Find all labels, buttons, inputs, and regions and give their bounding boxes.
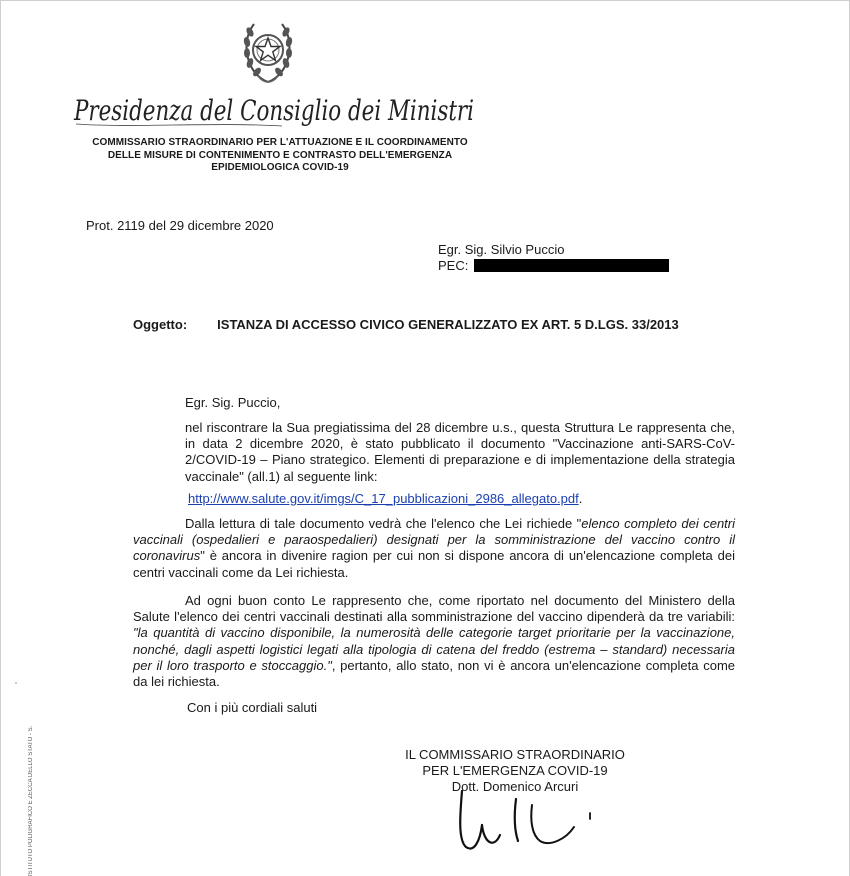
closing-greeting: Con i più cordiali saluti (187, 700, 318, 715)
page-border-top (0, 0, 850, 1)
institution-title (72, 86, 492, 132)
paragraph-1-body: nel riscontrare la Sua pregiatissima del 28 dicembre u.s., questa Struttura Le rappresenta che, in data 2 dicembre 2020, è stato pubblicato il documento "Vaccinazione anti-SARS-CoV-2/COVID-19 – Piano strategico. Elementi di preparazione e di implementazione della strategia vaccinale" (all.1) al seguente link: (185, 420, 735, 484)
signatory-name: Dott. Domenico Arcuri (451, 779, 579, 795)
subject-line (133, 317, 679, 332)
subject-value: ISTANZA DI ACCESSO CIVICO GENERALIZZATO EX ART. 5 D.LGS. 33/2013 (217, 317, 679, 332)
paragraph-2-after: " è ancora in divenire ragion per cui non si dispone ancora di un'elencazione completa dei centri vaccinali come da Lei richiesta. (133, 548, 735, 580)
recipient-pec (438, 258, 669, 274)
paragraph-3-before: Ad ogni buon conto Le rappresento che, come riportato nel documento del Ministero della Salute l'elenco dei centri vaccinali destinati alla somministrazione del vaccino dipenderà da tre variabili: (133, 593, 735, 625)
pec-label: PEC: (438, 258, 469, 273)
institution-title-text: Presidenza del Consiglio dei Ministri (73, 94, 475, 127)
office-line-2: DELLE MISURE DI CONTENIMENTO E CONTRASTO DELL'EMERGENZA (107, 149, 453, 161)
recipient-name: Egr. Sig. Silvio Puccio (438, 242, 565, 257)
paragraph-1 (133, 420, 735, 485)
handwritten-signature-icon (440, 785, 600, 865)
paragraph-2-quote: elenco completo dei centri vaccinali (ospedalieri e paraospedalieri) designati per la somministrazione del vaccino contro il coronavirus (133, 516, 735, 564)
document-link[interactable] (188, 491, 582, 506)
office-heading (80, 137, 480, 175)
link-period: . (578, 491, 583, 506)
paragraph-2-before: Dalla lettura di tale documento vedrà che l'elenco che Lei richiede " (185, 516, 582, 531)
protocol-number: Prot. 2119 del 29 dicembre 2020 (86, 218, 274, 233)
paragraph-2 (133, 516, 735, 581)
document-link-text[interactable]: http://www.salute.gov.it/imgs/C_17_pubblicazioni_2986_allegato.pdf (188, 491, 579, 506)
office-line-3: EPIDEMIOLOGICA COVID-19 (211, 162, 349, 173)
office-line-1: COMMISSARIO STRAORDINARIO PER L'ATTUAZIONE E IL COORDINAMENTO (92, 137, 468, 148)
salutation: Egr. Sig. Puccio, (185, 395, 281, 410)
paragraph-3-quote: "la quantità di vaccino disponibile, la numerosità delle categorie target prioritarie per la vaccinazione, nonché, dagli aspetti logistici legati alla tipologia di catena del freddo (estrema – standard) necessaria per il loro trasporto e stoccaggio." (133, 625, 735, 673)
signatory-office: PER L'EMERGENZA COVID-19 (422, 763, 608, 779)
italian-republic-emblem-icon (236, 14, 300, 90)
page-border-left (0, 0, 1, 876)
paragraph-1-text (133, 420, 735, 485)
scan-speck (15, 682, 17, 684)
redacted-pec-bar (474, 259, 669, 272)
paragraph-3 (133, 593, 735, 690)
recipient-block (438, 242, 669, 274)
paragraph-3-after: , pertanto, allo stato, non vi è ancora un'elencazione completa come da lei richiesta. (133, 657, 735, 690)
signatory-title: IL COMMISSARIO STRAORDINARIO (405, 747, 625, 762)
subject-label: Oggetto: (133, 317, 188, 332)
printer-side-note: ISTITUTO POLIGRAFICO E ZECCA DELLO STATO - S. (28, 725, 34, 876)
